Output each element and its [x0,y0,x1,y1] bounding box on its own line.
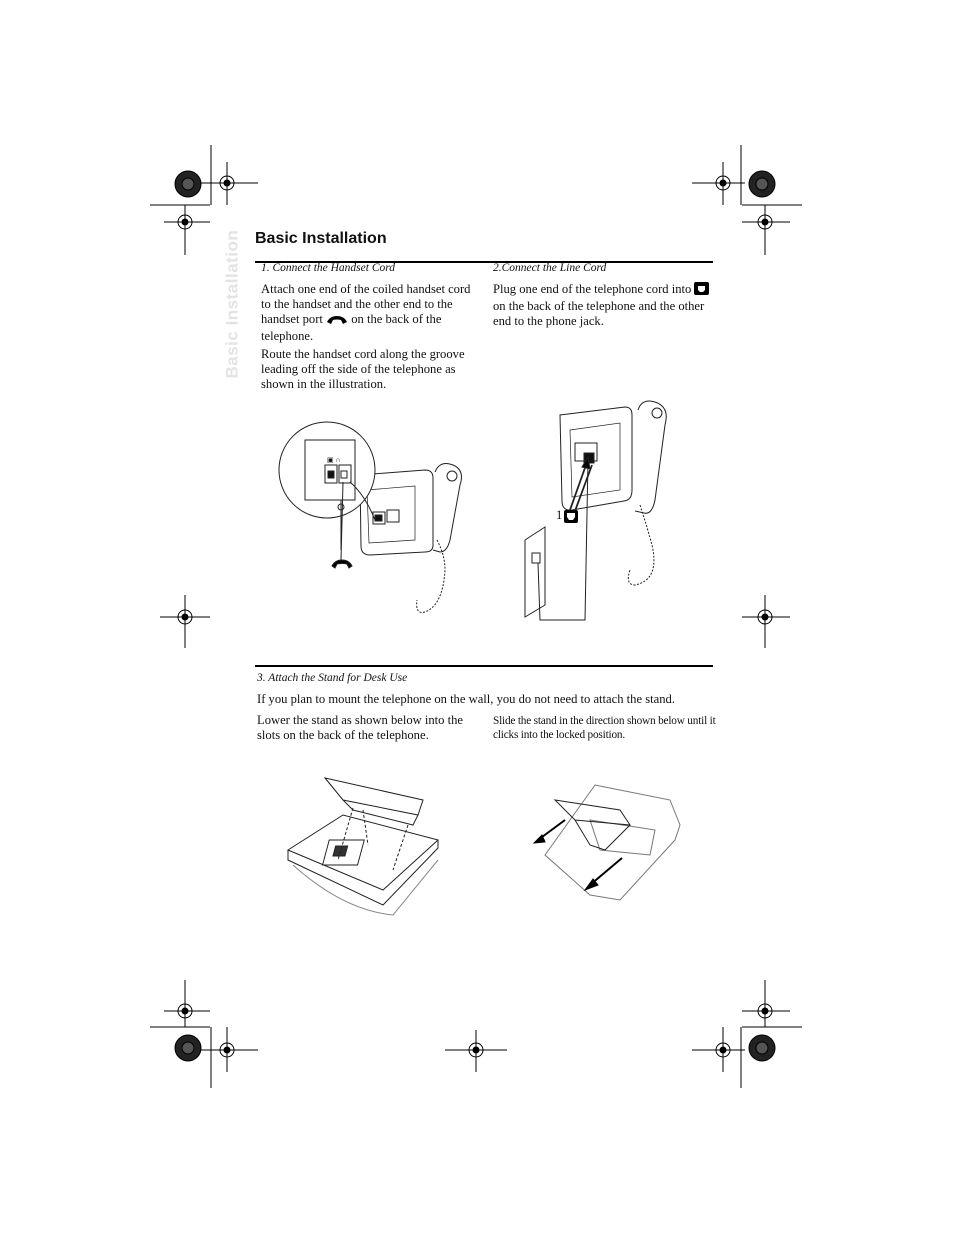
lower-stand-illustration [283,770,443,920]
section2-para-text-b: on the back of the telephone and the other end to the phone jack. [493,299,705,328]
section3-right-text: Slide the stand in the direction shown below until it clicks into the locked position. [493,715,716,741]
section3-heading: 3. Attach the Stand for Desk Use [257,672,408,684]
section1-para1 [261,282,481,344]
section1-para1-text-b: on the back of the telephone. [261,312,442,343]
page-title: Basic Installation [255,230,387,247]
phone-jack-icon [694,282,709,299]
section1-para2: Route the handset cord along the groove leading off the side of the telephone as shown in the illustration. [261,347,465,391]
svg-text:▣ ∩: ▣ ∩ [327,456,341,464]
handset-icon [326,314,348,329]
side-tab-label: Basic Installation [222,229,242,379]
callout-number: 1 [556,508,563,522]
slide-stand-illustration [530,780,690,910]
section2-para [493,282,711,329]
section1-para1-text-a: Attach one end of the coiled handset cord to the handset and the other end to the handset port [261,282,471,326]
section2-para-text-a: Plug one end of the telephone cord into [493,282,692,296]
side-tab [212,229,252,387]
section3-intro: If you plan to mount the telephone on the wall, you do not need to attach the stand. [257,692,675,706]
section3-rule [255,665,713,667]
handset-cord-illustration [275,400,495,620]
line-cord-illustration [520,395,700,635]
section2-heading: 2.Connect the Line Cord [493,262,607,274]
section3-left-text: Lower the stand as shown below into the slots on the back of the telephone. [257,713,464,742]
section1-heading: 1. Connect the Handset Cord [261,262,396,274]
